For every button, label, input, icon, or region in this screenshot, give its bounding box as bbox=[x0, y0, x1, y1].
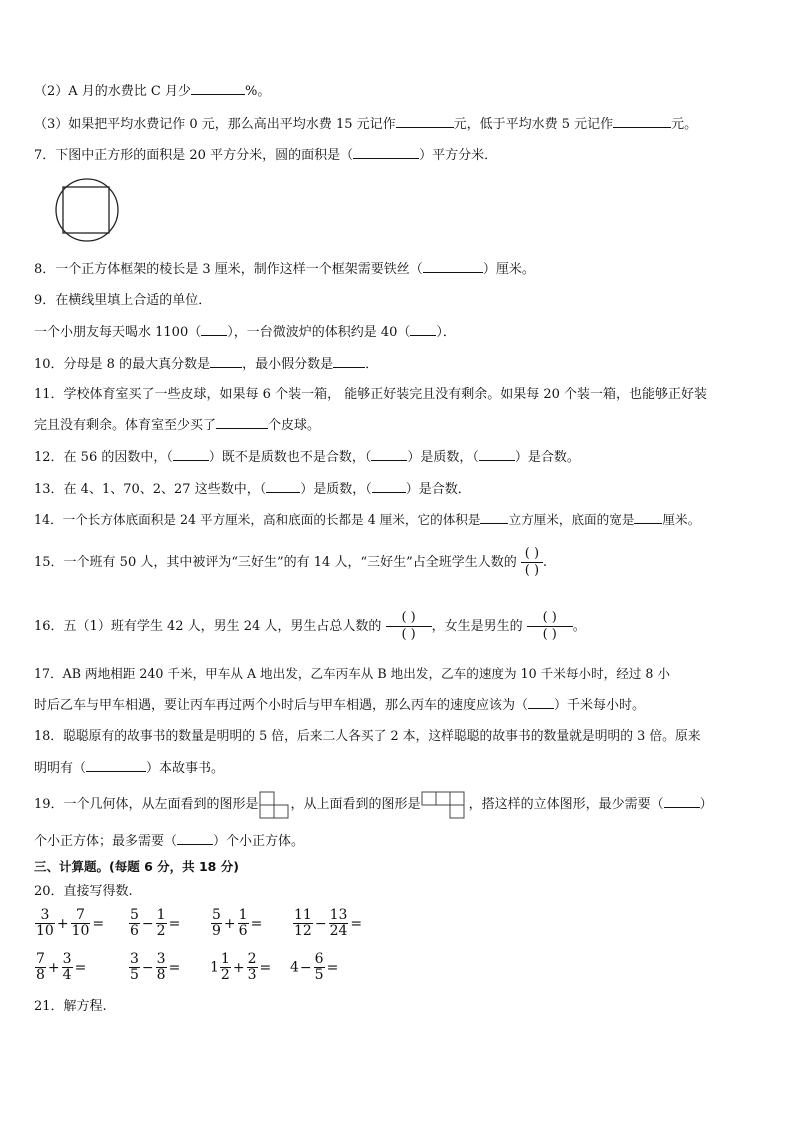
q11-line1: 11．学校体育室买了一些皮球，如果每 6 个装一箱， 能够正好装完且没有剩余。如果每 20 个装一箱，也能够正好装 bbox=[34, 387, 708, 402]
answer-blank[interactable] bbox=[423, 260, 483, 273]
answer-blank[interactable] bbox=[410, 323, 436, 336]
answer-blank[interactable] bbox=[613, 115, 671, 128]
q9-title: 9．在横线里填上合适的单位． bbox=[34, 293, 212, 308]
fraction-answer-box[interactable]: $\frac{( )}{( )}$ bbox=[521, 546, 543, 579]
calc-item: 1 $\frac{1}{2}$ + $\frac{2}{3}$ = bbox=[210, 951, 272, 983]
calc-item: $\frac{5}{6}$ − $\frac{1}{2}$ = bbox=[130, 907, 181, 939]
calc-item: 4− $\frac{6}{5}$ = bbox=[290, 951, 339, 983]
q17-line1: 17．AB 两地相距 240 千米，甲车从 A 地出发，乙车丙车从 B 地出发，乙车的速度为 10 千米每小时，经过 8 小 bbox=[34, 666, 670, 681]
q16: 16．五（1）班有学生 42 人，男生 24 人，男生占总人数的 $\frac{( )}{( )}$ ，女生是男生的 $\frac{( )}{( )}$ 。 bbox=[34, 610, 586, 642]
calc-item: $\frac{11}{12}$ − $\frac{13}{24}$ = bbox=[294, 907, 363, 939]
answer-blank[interactable] bbox=[216, 416, 268, 429]
answer-blank[interactable] bbox=[479, 448, 515, 461]
answer-blank[interactable] bbox=[664, 795, 700, 808]
q11-line2: 完且没有剩余。体育室至少买了 个皮球。 bbox=[34, 418, 321, 433]
q8: 8．一个正方体框架的棱长是 3 厘米，制作这样一个框架需要铁丝（ ）厘米。 bbox=[34, 262, 535, 277]
q18-line2: 明明有（ ）本故事书。 bbox=[34, 761, 225, 776]
q9: 一个小朋友每天喝水 1100（ ），一台微波炉的体积约是 40（ ）． bbox=[34, 325, 456, 340]
section-3-heading: 三、计算题。(每题 6 分，共 18 分) bbox=[34, 859, 239, 874]
answer-blank[interactable] bbox=[210, 355, 242, 368]
answer-blank[interactable] bbox=[634, 511, 662, 524]
calc-item: $\frac{3}{5}$ − $\frac{3}{8}$ = bbox=[130, 951, 181, 983]
calc-item: $\frac{7}{8}$ + $\frac{3}{4}$ = bbox=[36, 951, 87, 983]
q21-title: 21．解方程. bbox=[34, 999, 107, 1014]
answer-blank[interactable] bbox=[371, 448, 407, 461]
q6-part2: （2）A 月的水费比 C 月少 %。 bbox=[34, 84, 271, 99]
q17-line2: 时后乙车与甲车相遇，要让丙车再过两个小时后与甲车相遇，那么丙车的速度应该为（ ）千米每小时。 bbox=[34, 698, 646, 713]
q19-line1: 19．一个几何体，从左面看到的图形是 ，从上面看到的图形是 ，搭这样的立体图形，最少需要（ ） bbox=[34, 790, 713, 820]
answer-blank[interactable] bbox=[201, 323, 227, 336]
q15: 15．一个班有 50 人，其中被评为“三好生”的有 14 人，“三好生”占全班学生人数的 $\frac{( )}{( )}$ . bbox=[34, 546, 548, 578]
answer-blank[interactable] bbox=[396, 115, 454, 128]
q18-line1: 18．聪聪原有的故事书的数量是明明的 5 倍，后来二人各买了 2 本，这样聪聪的故事书的数量就是明明的 3 倍。原来 bbox=[34, 729, 701, 744]
q13: 13．在 4、1、70、2、27 这些数中，（ ）是质数，（ ）是合数． bbox=[34, 482, 471, 497]
answer-blank[interactable] bbox=[173, 448, 209, 461]
q14: 14．一个长方体底面积是 24 平方厘米，高和底面的长都是 4 厘米，它的体积是 立方厘米，底面的宽是 厘米。 bbox=[34, 512, 701, 527]
calc-item: $\frac{3}{10}$ + $\frac{7}{10}$ = bbox=[36, 907, 105, 939]
q7: 7．下图中正方形的面积是 20 平方分米，圆的面积是（ ）平方分米． bbox=[34, 148, 498, 163]
answer-blank[interactable] bbox=[333, 355, 365, 368]
calc-item: $\frac{5}{9}$ + $\frac{1}{6}$ = bbox=[212, 907, 263, 939]
q6-part3: （3）如果把平均水费记作 0 元，那么高出平均水费 15 元记作 元，低于平均水费 5 元记作 元。 bbox=[34, 117, 698, 132]
q12: 12．在 56 的因数中，（ ）既不是质数也不是合数，（ ）是质数，（ ）是合数。 bbox=[34, 450, 580, 465]
circle-square-figure bbox=[49, 177, 125, 245]
answer-blank[interactable] bbox=[528, 696, 554, 709]
answer-blank[interactable] bbox=[86, 759, 146, 772]
left-view-shape-icon bbox=[259, 791, 291, 819]
answer-blank[interactable] bbox=[191, 82, 245, 95]
answer-blank[interactable] bbox=[266, 480, 300, 493]
q20-title: 20．直接写得数. bbox=[34, 884, 133, 899]
answer-blank[interactable] bbox=[480, 511, 508, 524]
fraction-answer-box[interactable]: $\frac{( )}{( )}$ bbox=[386, 610, 432, 643]
top-view-shape-icon bbox=[421, 791, 469, 819]
fraction-answer-box[interactable]: $\frac{( )}{( )}$ bbox=[527, 610, 573, 643]
q10: 10．分母是 8 的最大真分数是 ，最小假分数是 ． bbox=[34, 357, 379, 372]
answer-blank[interactable] bbox=[177, 832, 213, 845]
answer-blank[interactable] bbox=[372, 480, 406, 493]
q19-line2: 个小正方体；最多需要（ ）个小正方体。 bbox=[34, 834, 305, 849]
answer-blank[interactable] bbox=[353, 146, 419, 159]
